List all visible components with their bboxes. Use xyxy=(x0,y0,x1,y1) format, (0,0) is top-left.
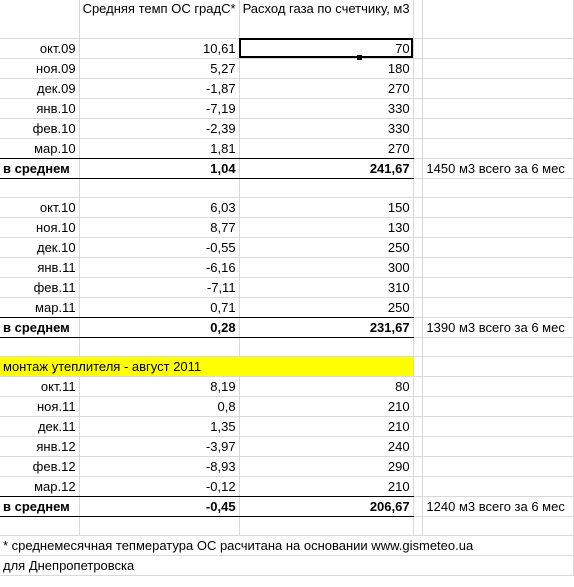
month-cell[interactable]: янв.10 xyxy=(0,98,79,118)
table-row xyxy=(0,118,574,138)
temp-cell[interactable]: -6,16 xyxy=(79,257,239,277)
total-note[interactable] xyxy=(423,158,574,178)
cell[interactable] xyxy=(413,138,423,158)
table-row xyxy=(0,38,574,58)
cell[interactable] xyxy=(0,337,79,356)
table-row xyxy=(0,58,574,78)
cell[interactable] xyxy=(239,516,413,535)
month-cell[interactable]: фев.11 xyxy=(0,277,79,297)
table-row xyxy=(0,178,574,197)
cell[interactable] xyxy=(79,178,239,197)
cell[interactable] xyxy=(413,317,423,337)
cell[interactable] xyxy=(413,237,423,257)
cell[interactable] xyxy=(413,356,423,376)
table-row xyxy=(0,297,574,317)
cell[interactable] xyxy=(413,178,423,197)
total-note[interactable] xyxy=(423,496,574,516)
total-value: 1450 xyxy=(426,160,456,176)
gas-cell[interactable]: 180 xyxy=(239,58,413,78)
cell[interactable] xyxy=(423,337,574,356)
gas-cell-selected[interactable]: 70 xyxy=(239,38,413,58)
average-label[interactable]: в среднем xyxy=(0,317,79,337)
table-row xyxy=(0,396,574,416)
temp-cell[interactable]: 10,61 xyxy=(79,38,239,58)
table-row xyxy=(0,138,574,158)
table-row xyxy=(0,78,574,98)
cell[interactable] xyxy=(423,456,574,476)
temp-cell[interactable]: 6,03 xyxy=(79,197,239,217)
table-row xyxy=(0,197,574,217)
cell[interactable] xyxy=(423,476,574,496)
total-text: м3 всего за 6 мес xyxy=(458,319,565,335)
month-cell[interactable]: мар.11 xyxy=(0,297,79,317)
month-cell[interactable]: мар.10 xyxy=(0,138,79,158)
cell[interactable] xyxy=(423,237,574,257)
cell[interactable] xyxy=(413,476,423,496)
gas-cell[interactable]: 130 xyxy=(239,217,413,237)
month-cell[interactable]: ноя.09 xyxy=(0,58,79,78)
temp-cell[interactable]: 1,35 xyxy=(79,416,239,436)
temp-cell[interactable]: 0,8 xyxy=(79,396,239,416)
cell[interactable] xyxy=(79,516,239,535)
table-row xyxy=(0,376,574,396)
cell[interactable] xyxy=(413,516,423,535)
average-gas[interactable]: 241,67 xyxy=(239,158,413,178)
gas-cell[interactable]: 270 xyxy=(239,78,413,98)
gas-cell[interactable]: 150 xyxy=(239,197,413,217)
month-cell[interactable]: окт.09 xyxy=(0,38,79,58)
cell[interactable] xyxy=(79,337,239,356)
cell[interactable] xyxy=(423,197,574,217)
cell[interactable] xyxy=(413,456,423,476)
average-row xyxy=(0,317,574,337)
total-value: 1390 xyxy=(426,319,456,335)
cell[interactable] xyxy=(0,178,79,197)
footnote-row xyxy=(0,555,574,575)
cell[interactable] xyxy=(423,38,574,58)
gas-cell[interactable]: 330 xyxy=(239,118,413,138)
cell[interactable] xyxy=(413,98,423,118)
gas-cell[interactable]: 210 xyxy=(239,476,413,496)
gas-column-header[interactable]: Расход газа по счетчику, м3 xyxy=(239,0,413,38)
month-cell[interactable]: дек.11 xyxy=(0,416,79,436)
gas-cell[interactable]: 210 xyxy=(239,416,413,436)
month-cell[interactable]: фев.12 xyxy=(0,456,79,476)
cell[interactable] xyxy=(413,217,423,237)
average-temp[interactable]: 1,04 xyxy=(79,158,239,178)
cell[interactable] xyxy=(423,58,574,78)
total-note[interactable] xyxy=(423,317,574,337)
gas-cell[interactable]: 330 xyxy=(239,98,413,118)
footnote-row xyxy=(0,535,574,555)
table-row xyxy=(0,456,574,476)
table-row xyxy=(0,436,574,456)
average-temp[interactable]: 0,28 xyxy=(79,317,239,337)
cell[interactable] xyxy=(423,217,574,237)
temp-cell[interactable]: -0,12 xyxy=(79,476,239,496)
cell[interactable] xyxy=(0,516,79,535)
cell[interactable] xyxy=(413,297,423,317)
average-row xyxy=(0,158,574,178)
footnote-line-2[interactable]: для Днепропетровска xyxy=(0,555,574,575)
gas-cell[interactable]: 210 xyxy=(239,396,413,416)
cell[interactable] xyxy=(423,118,574,138)
table-row xyxy=(0,337,574,356)
cell[interactable] xyxy=(413,436,423,456)
insulation-row xyxy=(0,356,574,376)
table-row xyxy=(0,277,574,297)
table-row xyxy=(0,516,574,535)
cell[interactable] xyxy=(423,78,574,98)
cell[interactable] xyxy=(0,0,79,38)
temp-cell[interactable]: -3,97 xyxy=(79,436,239,456)
temp-cell[interactable]: -2,39 xyxy=(79,118,239,138)
footnote-line-1[interactable]: * среднемесячная тепмература ОС расчитана на основании www.gismeteo.ua xyxy=(0,535,574,555)
average-temp[interactable]: -0,45 xyxy=(79,496,239,516)
cell[interactable] xyxy=(239,178,413,197)
month-cell[interactable]: окт.11 xyxy=(0,376,79,396)
gas-cell[interactable]: 300 xyxy=(239,257,413,277)
temp-cell[interactable]: -8,93 xyxy=(79,456,239,476)
average-label[interactable]: в среднем xyxy=(0,496,79,516)
fill-handle[interactable] xyxy=(357,55,362,60)
cell[interactable] xyxy=(423,436,574,456)
cell[interactable] xyxy=(423,356,574,376)
temp-cell[interactable]: 0,71 xyxy=(79,297,239,317)
table-row xyxy=(0,98,574,118)
average-label[interactable]: в среднем xyxy=(0,158,79,178)
table-row xyxy=(0,476,574,496)
gas-cell[interactable]: 240 xyxy=(239,436,413,456)
gas-cell[interactable]: 250 xyxy=(239,297,413,317)
cell[interactable] xyxy=(413,376,423,396)
temp-cell[interactable]: 8,19 xyxy=(79,376,239,396)
cell[interactable] xyxy=(423,416,574,436)
month-cell[interactable]: дек.10 xyxy=(0,237,79,257)
cell[interactable] xyxy=(413,197,423,217)
cell[interactable] xyxy=(423,376,574,396)
cell[interactable] xyxy=(423,98,574,118)
cell[interactable] xyxy=(423,297,574,317)
gas-cell[interactable]: 250 xyxy=(239,237,413,257)
temp-cell[interactable]: 8,77 xyxy=(79,217,239,237)
month-cell[interactable]: янв.11 xyxy=(0,257,79,277)
cell[interactable] xyxy=(413,118,423,138)
gas-cell[interactable]: 310 xyxy=(239,277,413,297)
temp-column-header[interactable]: Средняя темп ОС градС* xyxy=(79,0,239,38)
cell[interactable] xyxy=(423,0,574,38)
cell[interactable] xyxy=(413,257,423,277)
cell[interactable] xyxy=(413,0,423,38)
cell[interactable] xyxy=(239,337,413,356)
table-row xyxy=(0,217,574,237)
month-cell[interactable]: дек.09 xyxy=(0,78,79,98)
header-row xyxy=(0,0,574,38)
cell[interactable] xyxy=(413,158,423,178)
cell[interactable] xyxy=(423,178,574,197)
temp-cell[interactable]: -0,55 xyxy=(79,237,239,257)
cell[interactable] xyxy=(413,496,423,516)
month-cell[interactable]: фев.10 xyxy=(0,118,79,138)
cell[interactable] xyxy=(413,277,423,297)
cell[interactable] xyxy=(423,516,574,535)
month-cell[interactable]: ноя.11 xyxy=(0,396,79,416)
temp-cell[interactable]: 5,27 xyxy=(79,58,239,78)
cell[interactable] xyxy=(413,38,423,58)
cell[interactable] xyxy=(423,257,574,277)
gas-cell[interactable]: 80 xyxy=(239,376,413,396)
average-gas[interactable]: 206,67 xyxy=(239,496,413,516)
table-row xyxy=(0,257,574,277)
average-gas[interactable]: 231,67 xyxy=(239,317,413,337)
gas-cell[interactable]: 290 xyxy=(239,456,413,476)
cell[interactable] xyxy=(423,396,574,416)
average-row xyxy=(0,496,574,516)
cell[interactable] xyxy=(423,277,574,297)
month-cell[interactable]: окт.10 xyxy=(0,197,79,217)
total-value: 1240 xyxy=(426,498,456,514)
cell[interactable] xyxy=(413,416,423,436)
gas-cell[interactable]: 270 xyxy=(239,138,413,158)
temp-cell[interactable]: -1,87 xyxy=(79,78,239,98)
month-cell[interactable]: янв.12 xyxy=(0,436,79,456)
cell[interactable] xyxy=(423,138,574,158)
cell[interactable] xyxy=(413,337,423,356)
cell[interactable] xyxy=(413,58,423,78)
table-row xyxy=(0,416,574,436)
cell[interactable] xyxy=(413,78,423,98)
total-text: м3 всего за 6 мес xyxy=(458,498,565,514)
cell[interactable] xyxy=(413,396,423,416)
total-text: м3 всего за 6 мес xyxy=(458,160,565,176)
temp-cell[interactable]: 1,81 xyxy=(79,138,239,158)
temp-cell[interactable]: -7,11 xyxy=(79,277,239,297)
month-cell[interactable]: ноя.10 xyxy=(0,217,79,237)
insulation-note[interactable]: монтаж утеплителя - август 2011 xyxy=(0,356,413,376)
month-cell[interactable]: мар.12 xyxy=(0,476,79,496)
table-row xyxy=(0,237,574,257)
temp-cell[interactable]: -7,19 xyxy=(79,98,239,118)
